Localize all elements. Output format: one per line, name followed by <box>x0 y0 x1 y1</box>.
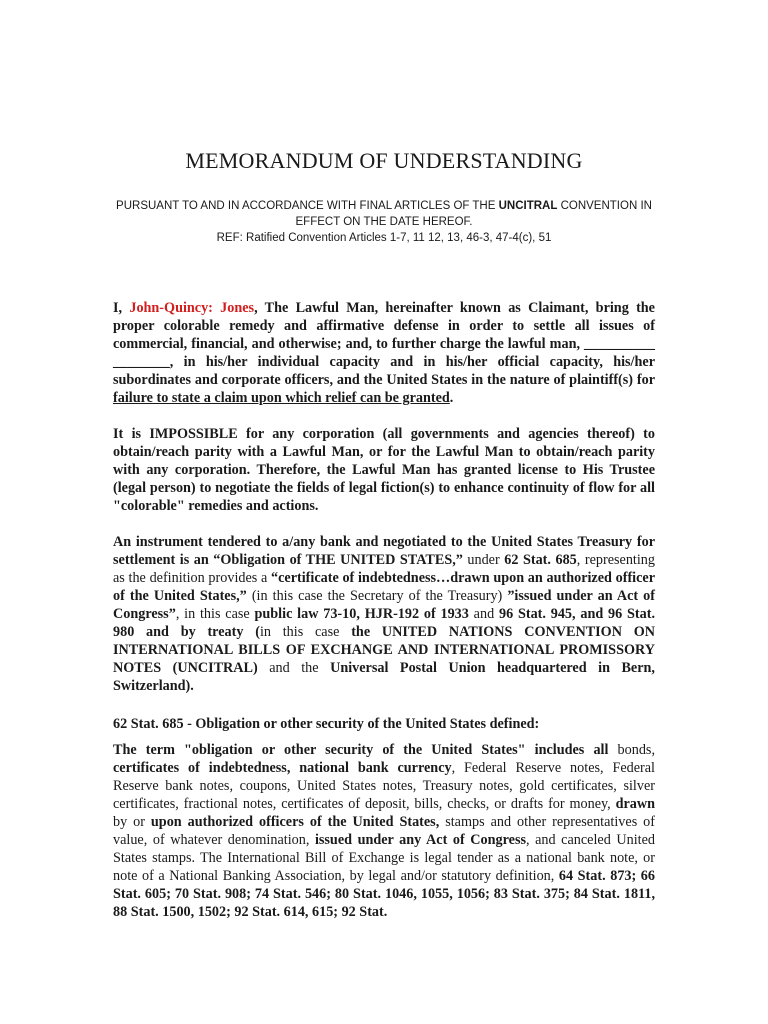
p5-text-4: stamps and other representatives of value, of whatever denomination, <box>113 814 655 848</box>
p3-bold-8: Universal Postal Union headquartered in Bern, Switzerland). <box>113 660 655 694</box>
p3-bold-4: ”issued under an Act of Congress” <box>113 588 655 622</box>
p3-text-4: , in this case <box>175 606 255 622</box>
p5-bold-5: issued under any Act of Congress <box>314 832 526 848</box>
claimant-paragraph <box>113 299 655 407</box>
p5-bold-3: drawn <box>615 796 655 812</box>
p5-text-1: bonds, <box>608 742 656 758</box>
p3-text-1: under <box>462 552 505 568</box>
p1-text-1: I, <box>113 300 130 316</box>
p5-text-3: by or <box>113 814 151 830</box>
section-heading: 62 Stat. 685 - Obligation or other security of the United States defined: <box>113 716 540 732</box>
instrument-paragraph <box>113 533 655 695</box>
impossible-paragraph: It is IMPOSSIBLE for any corporation (all governments and agencies thereof) to obtain/reach parity with a Lawful Man, or for the Lawful Man to obtain/reach parity with any corporation. Therefore, the Lawful Man has granted license to His Trustee (legal person) to negotiate the fields of legal fiction(s) to enhance continuity of flow for all "colorable" remedies and actions. <box>113 426 655 514</box>
p3-bold-2: 62 Stat. 685 <box>504 552 577 568</box>
p3-text-3: (in this case the Secretary of the Treasury) <box>246 588 508 604</box>
p3-bold-5: public law 73-10, HJR-192 of 1933 <box>254 606 469 622</box>
subheading-uncitral: UNCITRAL <box>498 200 558 212</box>
p3-text-7: and the <box>257 660 331 676</box>
p3-text-2: , representing as the definition provides a <box>113 552 655 586</box>
claimant-name: John-Quincy: Jones <box>129 300 255 316</box>
page-title: MEMORANDUM OF UNDERSTANDING <box>185 148 583 173</box>
subheading-line1-pre: PURSUANT TO AND IN ACCORDANCE WITH FINAL ARTICLES OF THE <box>116 200 499 212</box>
subheading-line1-post: CONVENTION IN EFFECT ON THE DATE HEREOF. <box>295 200 652 228</box>
p5-text-5: , and canceled United States stamps. The International Bill of Exchange is legal tender as a national bank note, or note of a National Banking Association, by legal and/or statutory definition, <box>113 832 655 884</box>
subheading-reference: REF: Ratified Convention Articles 1-7, 11 12, 13, 46-3, 47-4(c), 51 <box>216 232 552 244</box>
p3-bold-1: An instrument tendered to a/any bank and negotiated to the United States Treasury for settlement is an “Obligation of THE UNITED STATES,” <box>113 534 655 568</box>
p1-text-3: . <box>449 390 454 406</box>
p5-bold-4: upon authorized officers of the United States, <box>150 814 440 830</box>
p5-bold-6: 64 Stat. 873; 66 Stat. 605; 70 Stat. 908; 74 Stat. 546; 80 Stat. 1046, 1055, 1056; 83 Stat. 375; 84 Stat. 1811, 88 Stat. 1500, 1502; 92 Stat. 614, 615; 92 Stat. <box>113 868 655 920</box>
p3-bold-6: 96 Stat. 945, and 96 Stat. 980 and by treaty ( <box>113 606 656 640</box>
p3-text-5: and <box>468 606 499 622</box>
p1-underlined-clause: failure to state a claim upon which relief can be granted <box>113 390 450 406</box>
p3-bold-3: “certificate of indebtedness…drawn upon an authorized officer of the United States,” <box>113 570 655 604</box>
p5-bold-1: The term "obligation or other security of the United States" includes all <box>113 742 609 758</box>
p3-text-6: in this case <box>259 624 352 640</box>
subheading <box>110 198 658 246</box>
p3-bold-7: the UNITED NATIONS CONVENTION ON INTERNATIONAL BILLS OF EXCHANGE AND INTERNATIONAL PROMISSORY NOTES (UNCITRAL) <box>113 624 656 676</box>
p5-bold-2: certificates of indebtedness, national bank currency <box>113 760 452 776</box>
definition-paragraph <box>113 741 655 921</box>
p1-text-2: , The Lawful Man, hereinafter known as Claimant, bring the proper colorable remedy and affirmative defense in order to settle all issues of commercial, financial, and otherwise; and, to further charge the lawful man, __________ ________, in his/her individual capacity and in his/her official capacity, his/her subordinates and corporate officers, and the United States in the nature of plaintiff(s) for <box>113 300 655 388</box>
p5-text-2: , Federal Reserve notes, Federal Reserve bank notes, coupons, United States notes, Treasury notes, gold certificates, silver certificates, fractional notes, certificates of deposit, bills, checks, or drafts for money, <box>113 760 655 812</box>
